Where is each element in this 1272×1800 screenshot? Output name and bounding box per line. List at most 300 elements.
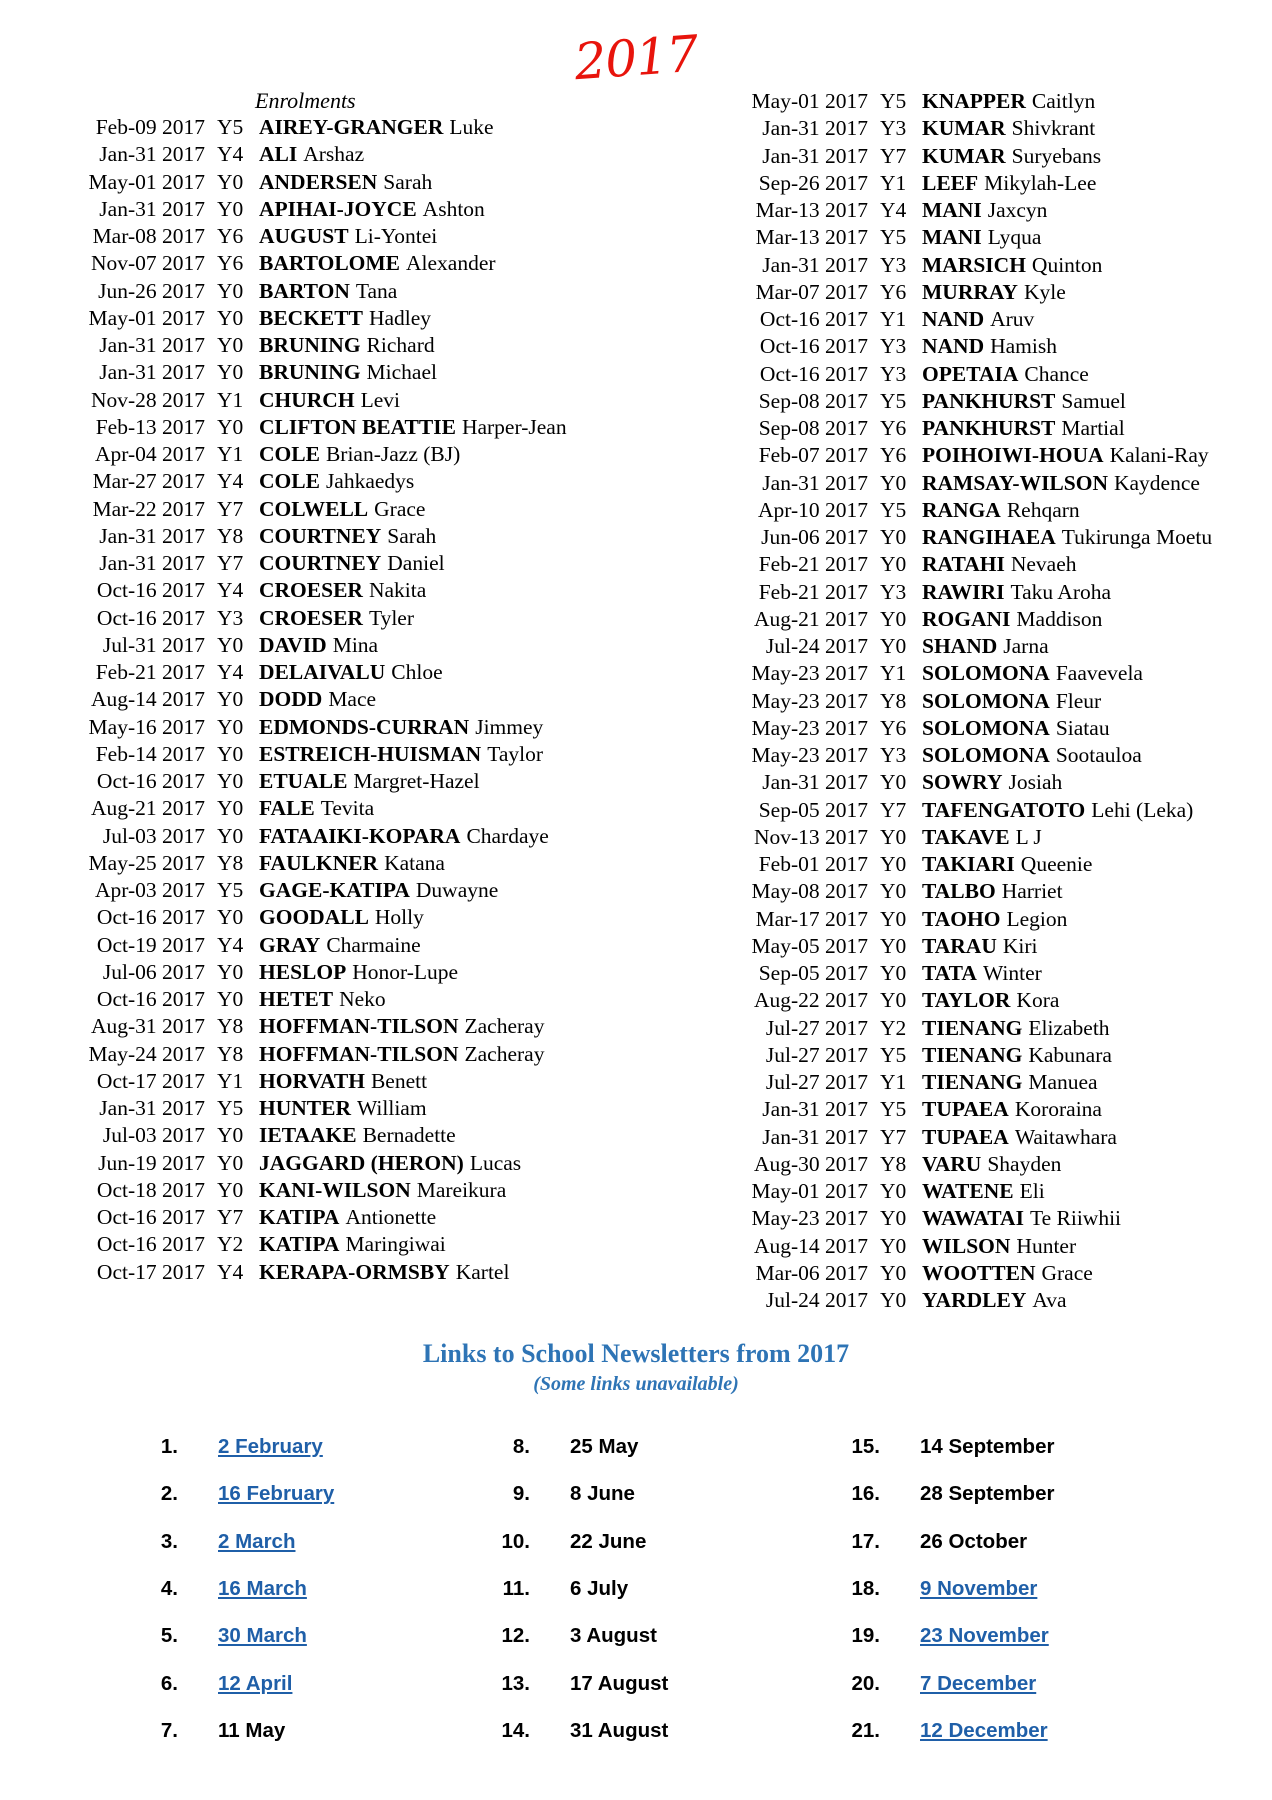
enrolment-row [60, 1150, 567, 1177]
enrolment-date: Aug-21 2017 [753, 606, 868, 631]
student-surname: TAKIARI [922, 852, 1015, 876]
newsletter-links-subtitle: (Some links unavailable) [533, 1373, 739, 1395]
student-given-name: Te Riiwhii [1029, 1206, 1122, 1231]
enrolment-row [60, 1231, 567, 1258]
enrolment-row [720, 1015, 1212, 1042]
newsletter-label: 11 May [218, 1718, 286, 1742]
enrolment-date: Feb-13 2017 [95, 414, 205, 439]
newsletter-item[interactable] [840, 1621, 1049, 1651]
enrolment-date: Jan-31 2017 [762, 143, 868, 168]
enrolment-row [720, 497, 1212, 524]
newsletter-label: 26 October [920, 1529, 1028, 1553]
enrolment-year-level: Y4 [880, 198, 907, 222]
student-surname: KUMAR [922, 143, 1006, 168]
enrolment-date: May-01 2017 [751, 89, 868, 113]
student-surname: IETAAKE [259, 1123, 357, 1148]
newsletter-label: 22 June [570, 1529, 647, 1553]
newsletter-label: 28 September [920, 1482, 1055, 1506]
newsletter-number: 4. [160, 1576, 178, 1600]
student-surname: KERAPA-ORMSBY [259, 1259, 450, 1284]
enrolment-row [60, 823, 567, 850]
student-given-name: Quinton [1031, 252, 1103, 277]
enrolment-row [60, 1122, 567, 1149]
page-title: 2017 [572, 24, 700, 92]
enrolment-date: Mar-06 2017 [755, 1260, 868, 1285]
enrolment-row [60, 1013, 567, 1040]
enrolment-year-level: Y0 [217, 196, 244, 221]
enrolment-date: Oct-16 2017 [96, 1205, 205, 1229]
enrolment-date: Aug-30 2017 [753, 1151, 868, 1176]
enrolment-row [720, 279, 1212, 306]
enrolment-row [60, 659, 567, 686]
enrolment-date: Mar-22 2017 [92, 496, 205, 521]
enrolment-row [60, 250, 567, 277]
student-surname: BECKETT [259, 305, 363, 330]
student-surname: RANGA [922, 497, 1001, 522]
enrolment-row [720, 606, 1212, 633]
newsletter-item[interactable] [840, 1669, 1036, 1699]
enrolment-year-level: Y3 [880, 334, 907, 359]
student-given-name: Maringiwai [345, 1232, 446, 1257]
enrolment-year-level: Y3 [880, 579, 907, 604]
enrolment-row [720, 824, 1212, 851]
student-given-name: Winter [982, 961, 1042, 985]
student-surname: VARU [922, 1151, 982, 1176]
enrolment-date: Jul-27 2017 [765, 1070, 868, 1094]
enrolment-row [720, 252, 1212, 279]
enrolment-row [720, 1042, 1212, 1069]
student-surname: OPETAIA [922, 361, 1019, 386]
enrolment-date: Mar-08 2017 [92, 224, 205, 248]
enrolment-year-level: Y0 [880, 470, 907, 495]
enrolment-row [720, 388, 1212, 415]
enrolment-date: May-05 2017 [751, 933, 868, 958]
enrolment-date: Feb-14 2017 [95, 741, 205, 766]
student-given-name: Neko [339, 987, 386, 1011]
newsletter-number: 10. [501, 1529, 530, 1553]
enrolment-date: Jul-27 2017 [765, 1015, 868, 1040]
enrolment-year-level: Y4 [217, 660, 244, 684]
enrolment-date: Feb-09 2017 [95, 115, 205, 139]
enrolment-date: Oct-18 2017 [96, 1177, 205, 1202]
enrolment-year-level: Y4 [217, 932, 244, 957]
newsletter-item[interactable] [138, 1669, 292, 1699]
student-surname: CHURCH [259, 387, 355, 412]
student-surname: TUPAEA [922, 1124, 1009, 1149]
student-surname: BARTOLOME [259, 251, 401, 276]
enrolment-year-level: Y6 [217, 251, 244, 276]
enrolment-row [720, 906, 1212, 933]
student-surname: MANI [922, 225, 982, 250]
newsletter-item[interactable] [138, 1432, 323, 1462]
enrolment-date: May-23 2017 [751, 1206, 868, 1231]
enrolment-year-level: Y5 [880, 89, 907, 113]
enrolment-year-level: Y0 [217, 823, 244, 848]
student-surname: TAOHO [922, 906, 1001, 931]
newsletter-number: 15. [851, 1435, 880, 1458]
enrolment-year-level: Y0 [880, 634, 907, 658]
enrolment-year-level: Y0 [217, 305, 244, 330]
enrolment-year-level: Y8 [217, 850, 244, 875]
student-surname: COURTNEY [259, 523, 382, 548]
enrolment-row [60, 877, 567, 904]
student-surname: COLE [259, 442, 320, 466]
student-surname: CLIFTON BEATTIE [259, 414, 456, 439]
newsletter-item[interactable] [138, 1621, 307, 1651]
student-given-name: Siatau [1055, 715, 1110, 740]
enrolment-date: May-23 2017 [751, 715, 868, 740]
enrolment-row [60, 959, 567, 986]
enrolment-date: Mar-27 2017 [92, 469, 205, 494]
student-given-name: Chance [1024, 361, 1089, 386]
enrolment-row [720, 1151, 1212, 1178]
student-given-name: Zacheray [464, 1041, 545, 1066]
student-surname: TATA [922, 961, 977, 985]
enrolment-year-level: Y0 [217, 414, 244, 439]
student-surname: SOWRY [922, 770, 1003, 795]
enrolment-row [60, 795, 567, 822]
enrolment-date: Oct-17 2017 [96, 1259, 205, 1284]
enrolment-date: Oct-16 2017 [96, 905, 205, 930]
enrolment-row [60, 1259, 567, 1286]
student-surname: TUPAEA [922, 1097, 1009, 1122]
enrolment-year-level: Y4 [217, 142, 244, 167]
student-surname: FALE [259, 796, 315, 821]
student-surname: AUGUST [259, 224, 349, 248]
enrolment-date: Aug-22 2017 [753, 988, 868, 1013]
newsletter-number: 8. [512, 1435, 530, 1458]
enrolment-year-level: Y0 [880, 852, 907, 876]
student-surname: FATAAIKI-KOPARA [259, 823, 461, 848]
enrolment-year-level: Y6 [880, 279, 907, 304]
student-surname: YARDLEY [922, 1288, 1027, 1312]
student-surname: APIHAI-JOYCE [259, 196, 417, 221]
enrolment-year-level: Y3 [880, 116, 907, 141]
enrolment-date: Feb-21 2017 [758, 552, 868, 577]
student-surname: HESLOP [259, 959, 347, 984]
enrolment-row [60, 169, 567, 196]
enrolment-row [720, 660, 1212, 687]
newsletter-label: 17 August [570, 1671, 669, 1695]
enrolment-year-level: Y1 [880, 170, 907, 195]
newsletter-item [490, 1574, 628, 1604]
newsletter-item[interactable] [840, 1716, 1048, 1746]
student-given-name: Zacheray [464, 1014, 545, 1039]
student-surname: BRUNING [259, 360, 361, 385]
newsletter-link[interactable]: 16 March [218, 1576, 307, 1600]
newsletter-number: 1. [160, 1435, 178, 1458]
enrolment-row [60, 932, 567, 959]
enrolment-year-level: Y0 [217, 278, 244, 303]
enrolment-year-level: Y5 [880, 1097, 907, 1122]
student-given-name: Charmaine [326, 932, 421, 957]
enrolment-row [60, 223, 567, 250]
enrolment-row [720, 715, 1212, 742]
enrolment-date: Jul-31 2017 [102, 632, 205, 657]
enrolment-row [60, 1041, 567, 1068]
enrolment-date: May-24 2017 [88, 1041, 205, 1066]
student-given-name: Kyle [1023, 279, 1066, 304]
student-given-name: Michael [366, 360, 437, 385]
enrolment-row [60, 550, 567, 577]
newsletter-number: 9. [512, 1482, 530, 1506]
student-surname: DODD [259, 687, 323, 712]
enrolment-date: Apr-04 2017 [94, 442, 205, 466]
student-given-name: Martial [1061, 416, 1125, 440]
student-surname: SOLOMONA [922, 688, 1050, 713]
enrolment-row [720, 470, 1212, 497]
student-given-name: Caitlyn [1031, 89, 1096, 113]
newsletter-item [490, 1527, 646, 1557]
enrolment-row [60, 686, 567, 713]
enrolment-date: Oct-16 2017 [759, 307, 868, 331]
student-given-name: Hunter [1016, 1233, 1077, 1258]
newsletter-links-title: Links to School Newsletters from 2017 [422, 1339, 850, 1368]
newsletter-item [840, 1527, 1027, 1557]
student-given-name: Kiri [1002, 933, 1038, 958]
student-surname: CROESER [259, 578, 363, 603]
enrolment-date: May-23 2017 [751, 743, 868, 767]
enrolment-year-level: Y0 [217, 959, 244, 984]
student-surname: WILSON [922, 1233, 1011, 1258]
newsletter-item [490, 1432, 638, 1462]
student-surname: TAYLOR [922, 988, 1011, 1013]
enrolment-year-level: Y5 [880, 388, 907, 413]
enrolment-date: Jan-31 2017 [762, 470, 868, 495]
newsletter-number: 13. [501, 1671, 530, 1695]
enrolment-year-level: Y0 [217, 632, 244, 657]
student-surname: WAWATAI [922, 1206, 1024, 1231]
student-given-name: Kororaina [1014, 1097, 1102, 1122]
enrolment-year-level: Y8 [880, 688, 907, 713]
enrolment-date: Jan-31 2017 [99, 196, 205, 221]
enrolment-date: Jan-31 2017 [762, 116, 868, 141]
newsletter-item[interactable] [840, 1574, 1037, 1604]
student-given-name: Brian-Jazz (BJ) [325, 442, 461, 466]
student-given-name: Shayden [987, 1151, 1062, 1176]
enrolment-row [720, 960, 1212, 987]
student-given-name: Chloe [391, 660, 443, 684]
enrolment-row [60, 632, 567, 659]
enrolment-date: Nov-07 2017 [90, 251, 205, 276]
student-given-name: Hadley [368, 305, 432, 330]
enrolment-year-level: Y0 [217, 687, 244, 712]
enrolment-year-level: Y7 [217, 551, 244, 575]
enrolment-year-level: Y0 [217, 987, 244, 1011]
enrolment-year-level: Y7 [880, 143, 907, 168]
student-given-name: Sarah [387, 523, 437, 548]
student-given-name: Eli [1019, 1179, 1045, 1203]
student-given-name: Rehqarn [1006, 497, 1080, 522]
newsletter-number: 17. [851, 1529, 880, 1553]
enrolment-year-level: Y7 [217, 1205, 244, 1229]
student-surname: GAGE-KATIPA [259, 878, 410, 902]
student-given-name: Kartel [455, 1259, 510, 1284]
newsletter-item [490, 1716, 668, 1746]
enrolment-year-level: Y6 [217, 224, 244, 248]
enrolment-row [720, 333, 1212, 360]
enrolment-year-level: Y0 [880, 1288, 907, 1312]
newsletter-label: 6 July [570, 1576, 629, 1600]
student-given-name: Jimmey [475, 714, 544, 739]
student-given-name: Ava [1032, 1288, 1067, 1312]
student-given-name: Sootauloa [1055, 743, 1142, 767]
enrolment-row [720, 1233, 1212, 1260]
enrolment-year-level: Y0 [880, 770, 907, 795]
enrolment-year-level: Y0 [880, 1179, 907, 1203]
enrolment-row [60, 496, 567, 523]
student-surname: TARAU [922, 933, 997, 958]
enrolment-row [60, 986, 567, 1013]
newsletter-link[interactable]: 12 April [218, 1671, 293, 1695]
student-surname: ANDERSEN [259, 169, 378, 194]
enrolment-row [60, 741, 567, 768]
enrolments-heading: Enrolments [255, 88, 356, 113]
newsletter-link[interactable]: 9 November [920, 1576, 1038, 1600]
enrolment-year-level: Y6 [880, 715, 907, 740]
enrolment-year-level: Y8 [880, 1151, 907, 1176]
enrolment-row [720, 551, 1212, 578]
enrolment-date: Oct-16 2017 [96, 769, 205, 793]
newsletter-number: 12. [501, 1624, 530, 1648]
student-given-name: Taku Aroha [1010, 579, 1112, 604]
newsletter-link[interactable]: 30 March [218, 1624, 307, 1648]
enrolment-year-level: Y8 [217, 1041, 244, 1066]
student-given-name: Benett [370, 1068, 428, 1093]
student-surname: TAFENGATOTO [922, 797, 1086, 822]
newsletter-item [840, 1479, 1054, 1509]
student-surname: DAVID [259, 632, 327, 657]
enrolment-row [60, 305, 567, 332]
enrolment-row [60, 359, 567, 386]
enrolment-date: Jan-31 2017 [99, 142, 205, 167]
enrolment-date: Jan-31 2017 [762, 1097, 868, 1122]
student-surname: KUMAR [922, 116, 1006, 141]
newsletter-item[interactable] [138, 1479, 334, 1509]
enrolment-date: Sep-26 2017 [758, 170, 868, 195]
student-given-name: Samuel [1061, 388, 1126, 413]
newsletter-link[interactable]: 7 December [920, 1671, 1037, 1695]
enrolment-row [720, 442, 1212, 469]
student-given-name: L J [1015, 824, 1042, 849]
enrolment-row [60, 114, 567, 141]
student-given-name: Arshaz [303, 142, 365, 167]
enrolment-year-level: Y1 [880, 1070, 907, 1094]
newsletter-number: 21. [851, 1718, 880, 1742]
student-surname: HOFFMAN-TILSON [259, 1041, 459, 1066]
newsletter-label: 25 May [570, 1435, 639, 1458]
student-given-name: Tyler [368, 605, 415, 630]
student-surname: HORVATH [259, 1068, 365, 1093]
enrolment-row [720, 1069, 1212, 1096]
student-surname: GRAY [259, 932, 321, 957]
newsletter-link[interactable]: 2 February [218, 1435, 323, 1458]
student-given-name: Lucas [469, 1150, 522, 1175]
student-surname: TALBO [922, 879, 996, 904]
enrolment-year-level: Y8 [217, 1014, 244, 1039]
newsletter-number: 11. [502, 1576, 530, 1600]
enrolment-date: Jan-31 2017 [99, 1096, 205, 1120]
student-surname: ESTREICH-HUISMAN [259, 741, 482, 766]
newsletter-item [138, 1716, 285, 1746]
enrolment-year-level: Y0 [880, 525, 907, 549]
student-surname: CROESER [259, 605, 363, 630]
enrolment-year-level: Y0 [217, 169, 244, 194]
student-surname: RAMSAY-WILSON [922, 470, 1108, 495]
enrolment-year-level: Y7 [880, 797, 907, 822]
enrolment-date: Sep-08 2017 [758, 388, 868, 413]
enrolment-date: Jul-06 2017 [102, 959, 205, 984]
enrolment-year-level: Y0 [880, 988, 907, 1013]
student-given-name: Maddison [1016, 606, 1103, 631]
student-surname: COLWELL [259, 496, 369, 521]
enrolment-row [720, 224, 1212, 251]
enrolment-date: Mar-13 2017 [755, 198, 868, 222]
enrolment-year-level: Y5 [880, 1042, 907, 1067]
student-surname: TIENANG [922, 1042, 1023, 1067]
enrolment-year-level: Y0 [880, 933, 907, 958]
student-surname: POIHOIWI-HOUA [922, 443, 1104, 468]
enrolment-date: Jul-03 2017 [102, 823, 205, 848]
enrolment-date: Sep-05 2017 [758, 797, 868, 822]
student-given-name: Luke [449, 115, 494, 139]
newsletter-item [490, 1479, 635, 1509]
enrolment-row [720, 797, 1212, 824]
enrolment-row [720, 688, 1212, 715]
student-given-name: Harriet [1001, 879, 1063, 904]
enrolment-row [720, 851, 1212, 878]
enrolment-date: Jul-03 2017 [102, 1123, 205, 1148]
student-surname: SOLOMONA [922, 661, 1050, 686]
student-surname: PANKHURST [922, 388, 1056, 413]
enrolment-row [720, 579, 1212, 606]
enrolment-date: Aug-14 2017 [753, 1233, 868, 1258]
enrolment-year-level: Y5 [880, 497, 907, 522]
newsletter-item[interactable] [138, 1527, 295, 1557]
enrolment-year-level: Y7 [880, 1124, 907, 1149]
enrolment-year-level: Y0 [217, 360, 244, 385]
newsletter-link[interactable]: 2 March [218, 1529, 296, 1553]
newsletter-item[interactable] [138, 1574, 307, 1604]
newsletter-link[interactable]: 12 December [920, 1718, 1048, 1742]
enrolment-row [60, 768, 567, 795]
enrolment-row [60, 278, 567, 305]
enrolment-row [720, 769, 1212, 796]
enrolment-year-level: Y0 [880, 552, 907, 577]
student-given-name: Kabunara [1028, 1042, 1112, 1067]
enrolment-date: Oct-16 2017 [96, 1232, 205, 1257]
student-given-name: Nevaeh [1010, 552, 1077, 577]
newsletter-link[interactable]: 16 February [218, 1482, 335, 1506]
newsletter-link[interactable]: 23 November [920, 1624, 1049, 1648]
student-surname: TAKAVE [922, 824, 1010, 849]
enrolment-year-level: Y0 [217, 1150, 244, 1175]
enrolment-date: Nov-28 2017 [90, 387, 205, 412]
student-given-name: Ashton [422, 196, 485, 221]
enrolment-row [720, 933, 1212, 960]
student-surname: BARTON [259, 278, 350, 303]
enrolment-date: May-23 2017 [751, 688, 868, 713]
enrolment-year-level: Y5 [217, 115, 244, 139]
student-given-name: Mareikura [416, 1177, 507, 1202]
student-surname: FAULKNER [259, 850, 379, 875]
enrolment-date: Oct-16 2017 [759, 361, 868, 386]
newsletter-number: 20. [851, 1671, 880, 1695]
enrolment-date: Jul-24 2017 [765, 1288, 868, 1312]
enrolment-date: Sep-08 2017 [758, 416, 868, 440]
student-given-name: Sarah [383, 169, 433, 194]
enrolment-date: Jul-27 2017 [765, 1042, 868, 1067]
